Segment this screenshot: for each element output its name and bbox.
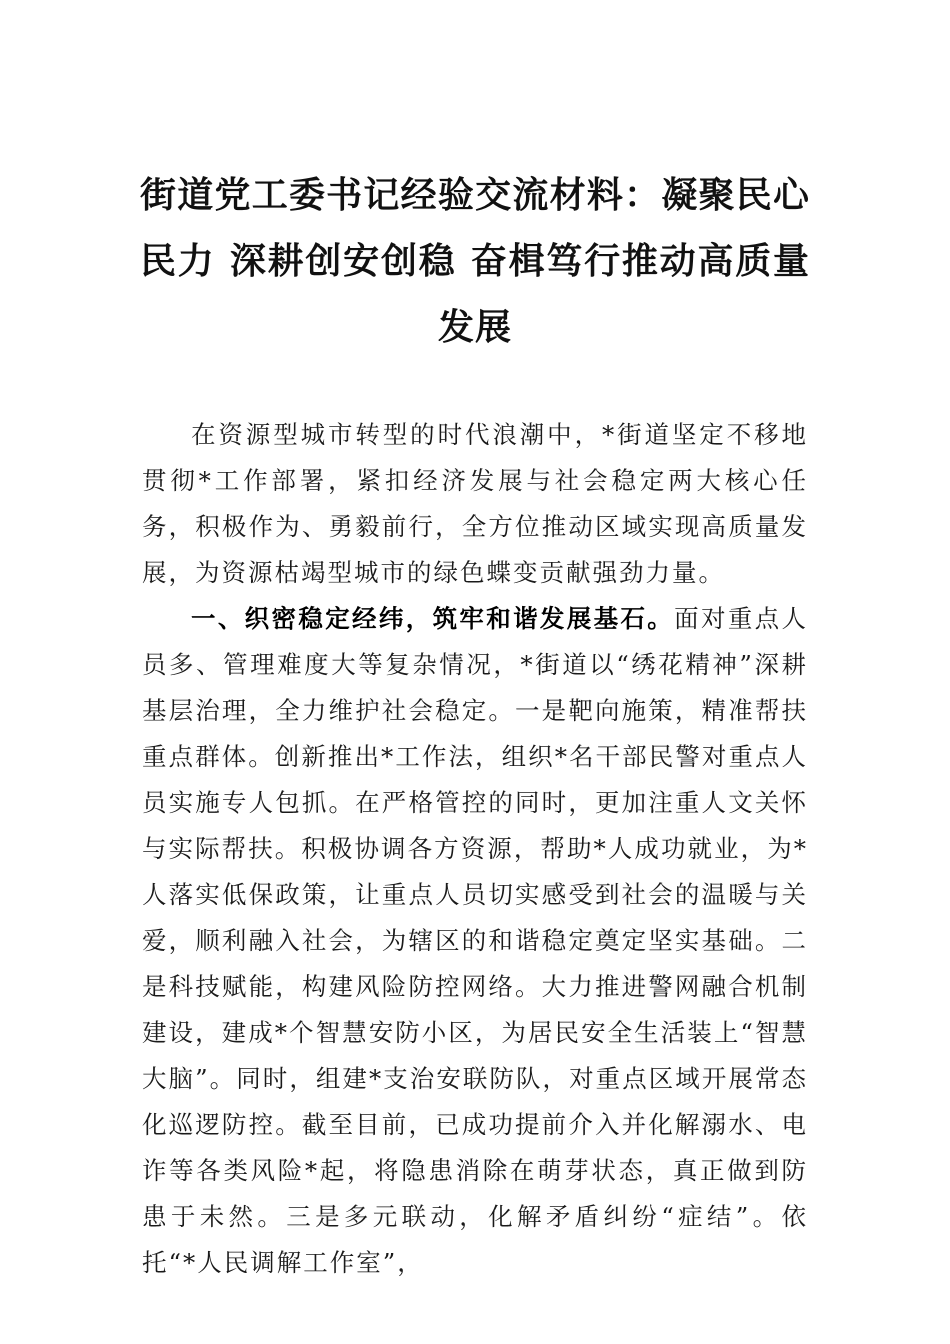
document-body (142, 412, 808, 1286)
document-title: 街道党工委书记经验交流材料：凝聚民心民力 深耕创安创稳 奋楫笃行推动高质量发展 (140, 174, 810, 348)
paragraph-text: 面对重点人员多、管理难度大等复杂情况，*街道以“绣花精神”深耕基层治理，全力维护社会稳定。一是靶向施策，精准帮扶重点群体。创新推出*工作法，组织*名干部民警对重点人员实施专人包抓。在严格管控的同时，更加注重人文关怀与实际帮扶。积极协调各方资源，帮助*人成功就业，为*人落实低保政策，让重点人员切实感受到社会的温暖与关爱，顺利融入社会，为辖区的和谐稳定奠定坚实基础。二是科技赋能，构建风险防控网络。大力推进警网融合机制建设，建成*个智慧安防小区，为居民安全生活装上“智慧大脑”。同时，组建*支治安联防队，对重点区域开展常态化巡逻防控。截至目前，已成功提前介入并化解溺水、电诈等各类风险*起，将隐患消除在萌芽状态，真正做到防患于未然。三是多元联动，化解矛盾纠纷“症结”。依托“*人民调解工作室”， (142, 604, 809, 1277)
section-one-paragraph (142, 596, 808, 1286)
section-heading: 一、织密稳定经纬，筑牢和谐发展基石。 (191, 604, 675, 633)
paragraph-text: 在资源型城市转型的时代浪潮中，*街道坚定不移地贯彻*工作部署，紧扣经济发展与社会稳定两大核心任务，积极作为、勇毅前行，全方位推动区域实现高质量发展，为资源枯竭型城市的绿色蝶变贡献强劲力量。 (142, 420, 808, 587)
intro-paragraph (142, 412, 808, 596)
